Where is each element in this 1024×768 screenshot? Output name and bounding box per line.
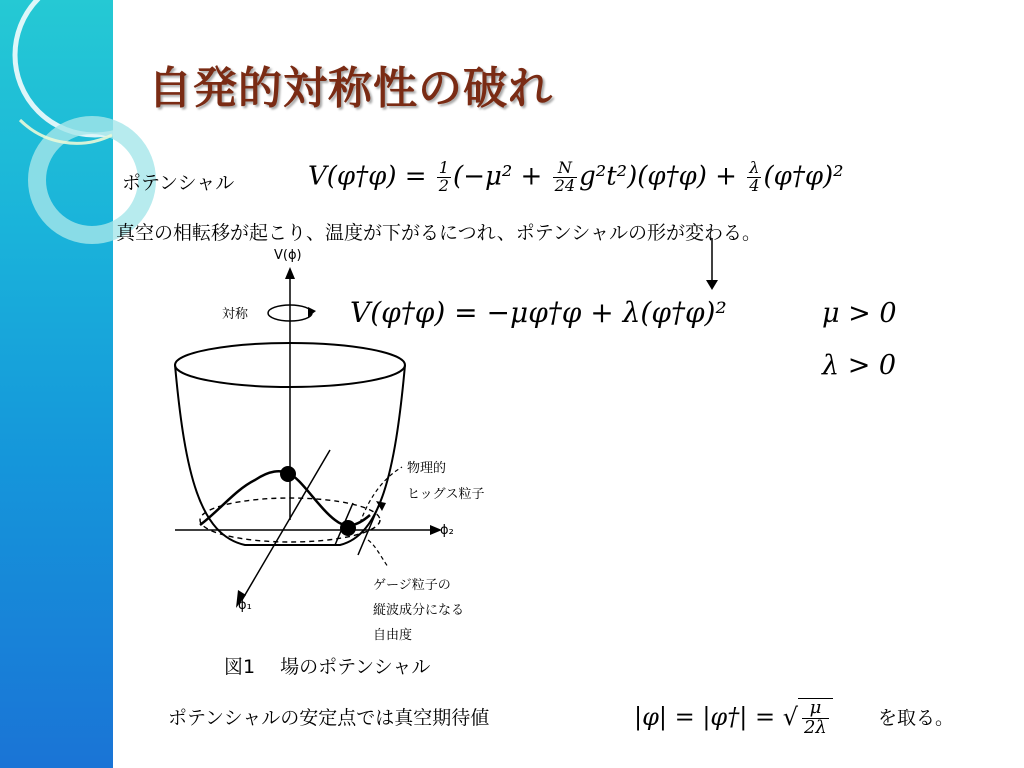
higgs-label-line2: ヒッグス粒子	[407, 487, 485, 502]
down-arrow	[700, 238, 724, 292]
gauge-arrow	[358, 503, 380, 555]
bottom-text-after: を取る。	[878, 707, 955, 729]
vev-equation: |φ| = |φ†| = √ $\frac{\mu}{2\lambda}$	[634, 698, 833, 738]
figure-caption: 図1 場のポテンシャル	[224, 656, 431, 678]
higgs-pointer	[360, 467, 402, 523]
potential-label: ポテンシャル	[122, 172, 235, 194]
gauge-pointer	[368, 540, 388, 567]
gauge-label-line3: 自由度	[373, 628, 413, 643]
gauge-label-line2: 縦波成分になる	[373, 603, 465, 618]
potential-figure	[160, 245, 540, 645]
symmetry-label: 対称	[222, 307, 249, 322]
higgs-label-line1: 物理的	[407, 461, 447, 476]
description-text: 真空の相転移が起こり、温度が下がるにつれ、ポテンシャルの形が変わる。	[116, 222, 761, 244]
equation-potential-temperature: V(φ†φ) = $\frac{1}{2}$ (−μ² + $\frac{N}{24}$ g²t²)(φ†φ) + $\frac{\lambda}{4}$ (φ†φ)²	[308, 158, 844, 195]
condition-lambda: λ > 0	[822, 350, 897, 381]
axis-label-v: V(ϕ)	[274, 248, 302, 263]
axis-label-phi1: ϕ₁	[238, 598, 252, 613]
axis-label-phi2: ϕ₂	[440, 523, 454, 538]
top-ball	[280, 466, 296, 482]
condition-mu: μ > 0	[822, 298, 897, 329]
gauge-label-line1: ゲージ粒子の	[373, 578, 451, 593]
equation-potential: V(φ†φ) = −μφ†φ + λ(φ†φ)²	[350, 296, 727, 329]
page-title: 自発的対称性の破れ	[148, 63, 553, 114]
bottom-text-before: ポテンシャルの安定点では真空期待値	[168, 707, 490, 729]
